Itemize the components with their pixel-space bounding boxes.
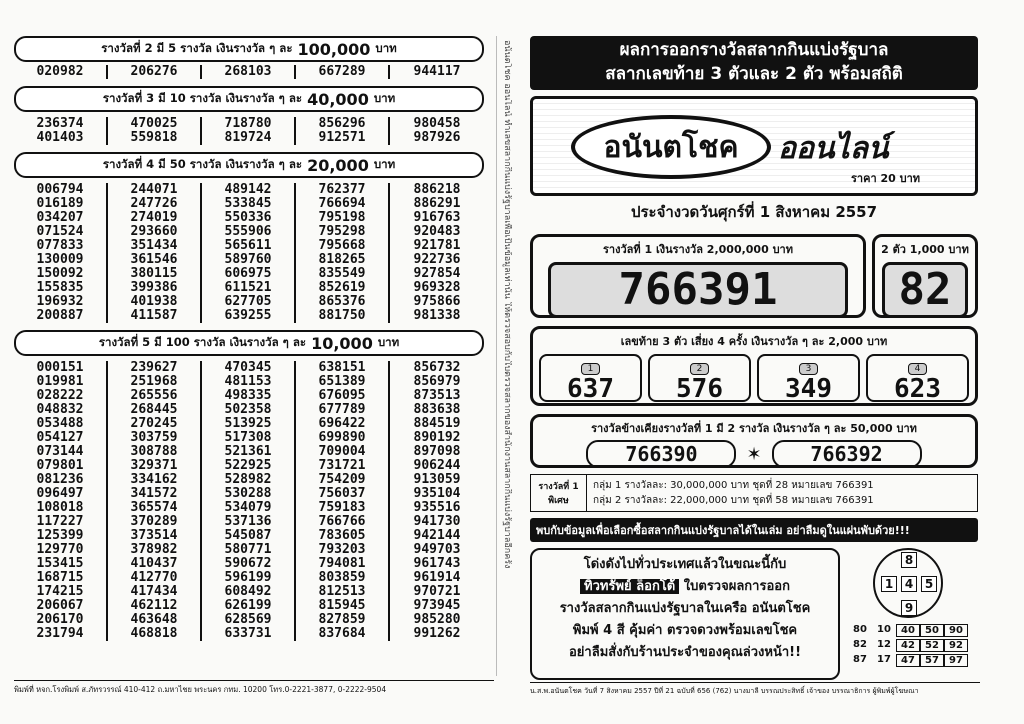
prize-number: 961914 bbox=[413, 570, 461, 585]
prize-number: 380115 bbox=[130, 266, 178, 281]
wheel-grid-number: 12 bbox=[877, 639, 891, 650]
wheel-digit: 1 bbox=[881, 576, 897, 592]
number-column bbox=[202, 117, 296, 145]
ad-brand: ทิวทรัพย์ ล็อกโต้ bbox=[580, 579, 679, 594]
prize-number: 468818 bbox=[130, 626, 178, 641]
prize-number: 667289 bbox=[318, 64, 366, 79]
prize-number: 463648 bbox=[130, 612, 178, 627]
footer-publisher: น.ส.พ.อนันตโชค วันที่ 7 สิงหาคม 2557 ปีที่ 21 ฉบับที่ 656 (762) นางมาลี บรรณประสิทธิ์ เจ้าของ บรรณาธิการ ผู้พิมพ์ผู้โฆษณา bbox=[530, 682, 980, 697]
prize3-label: รางวัลที่ 3 มี 10 รางวัล เงินรางวัล ๆ ละ bbox=[102, 91, 303, 105]
prize-number: 818265 bbox=[318, 252, 366, 267]
prize-number: 912571 bbox=[318, 130, 366, 145]
prize4-header bbox=[14, 152, 484, 178]
prize-number: 073144 bbox=[36, 444, 84, 459]
prize-number: 961743 bbox=[413, 556, 461, 571]
special-prize-label: รางวัลที่ 1 พิเศษ bbox=[531, 475, 587, 511]
logo-online: ออนไลน์ bbox=[778, 131, 889, 166]
prize-number: 884519 bbox=[413, 416, 461, 431]
wheel-grid-number: 97 bbox=[944, 654, 968, 667]
three-digit-tag: 4 bbox=[908, 363, 928, 375]
prize-number: 596199 bbox=[224, 570, 272, 585]
prize-number: 155835 bbox=[36, 280, 84, 295]
prize-number: 308788 bbox=[130, 444, 178, 459]
prize-number: 699890 bbox=[318, 430, 366, 445]
header-subtitle: สลากเลขท้าย 3 ตัวและ 2 ตัว พร้อมสถิติ bbox=[605, 64, 903, 84]
prize-number: 028222 bbox=[36, 388, 84, 403]
prize-number: 130009 bbox=[36, 252, 84, 267]
prize-number: 401403 bbox=[36, 130, 84, 145]
prize-number: 000151 bbox=[36, 360, 84, 375]
prize-number: 795198 bbox=[318, 210, 366, 225]
number-column bbox=[390, 65, 484, 79]
adjacent-number-a: 766390 bbox=[586, 440, 736, 468]
prize-number: 522925 bbox=[224, 458, 272, 473]
number-column bbox=[202, 65, 296, 79]
prize-number: 329371 bbox=[130, 458, 178, 473]
prize-number: 975866 bbox=[413, 294, 461, 309]
three-digit-number: 623 bbox=[894, 374, 941, 404]
prize-number: 944117 bbox=[413, 64, 461, 79]
prize-number: 081236 bbox=[36, 472, 84, 487]
number-column bbox=[390, 361, 484, 641]
prize-number: 766766 bbox=[318, 514, 366, 529]
first-prize-number: 766391 bbox=[548, 262, 848, 318]
prize-number: 361546 bbox=[130, 252, 178, 267]
prize-number: 108018 bbox=[36, 500, 84, 515]
prize-number: 016189 bbox=[36, 196, 84, 211]
ad-area bbox=[530, 548, 978, 680]
prize-number: 628569 bbox=[224, 612, 272, 627]
three-digit-number: 349 bbox=[785, 374, 832, 404]
prize-number: 886291 bbox=[413, 196, 461, 211]
prize-number: 873513 bbox=[413, 388, 461, 403]
prize-number: 815945 bbox=[318, 598, 366, 613]
prize-number: 985280 bbox=[413, 612, 461, 627]
wheel-grid bbox=[848, 624, 968, 667]
prize-number: 274019 bbox=[130, 210, 178, 225]
prize-number: 365574 bbox=[130, 500, 178, 515]
number-column bbox=[108, 117, 202, 145]
adjacent-number-b: 766392 bbox=[772, 440, 922, 468]
star-icon: ✶ bbox=[746, 443, 762, 465]
prize-number: 370289 bbox=[130, 514, 178, 529]
prize-number: 906244 bbox=[413, 458, 461, 473]
prize-number: 731721 bbox=[318, 458, 366, 473]
logo-price: ราคา 20 บาท bbox=[851, 172, 920, 185]
prize2-header bbox=[14, 36, 484, 62]
prize-number: 239627 bbox=[130, 360, 178, 375]
prize-number: 251968 bbox=[130, 374, 178, 389]
prize-number: 498335 bbox=[224, 388, 272, 403]
prize-number: 530288 bbox=[224, 486, 272, 501]
prize-number: 922736 bbox=[413, 252, 461, 267]
ad-line2: รางวัลสลากกินแบ่งรัฐบาลในเครือ อนันตโชค bbox=[559, 601, 811, 616]
prize-number: 129770 bbox=[36, 542, 84, 557]
prize-number: 795668 bbox=[318, 238, 366, 253]
adjacent-prize-box bbox=[530, 414, 978, 468]
prize-number: 812513 bbox=[318, 584, 366, 599]
prize-number: 231794 bbox=[36, 626, 84, 641]
prize-number: 754209 bbox=[318, 472, 366, 487]
number-column bbox=[390, 117, 484, 145]
prize2-unit: บาท bbox=[375, 41, 397, 55]
vertical-note bbox=[496, 36, 522, 676]
footer-printer: พิมพ์ที่ หจก.โรงพิมพ์ ส.ภัทรวรรณ์ 410-412 ถ.มหาไชย พระนคร กทม. 10200 โทร.0-2221-3877, 0-2222-9504 bbox=[14, 680, 494, 696]
prize-number: 200887 bbox=[36, 308, 84, 323]
prize-number: 970721 bbox=[413, 584, 461, 599]
prize-number: 927854 bbox=[413, 266, 461, 281]
three-digit-label: เลขท้าย 3 ตัว เสี่ยง 4 ครั้ง เงินรางวัล ๆ ละ 2,000 บาท bbox=[620, 335, 888, 348]
prize-number: 856732 bbox=[413, 360, 461, 375]
number-column bbox=[296, 361, 390, 641]
prize-number: 206276 bbox=[130, 64, 178, 79]
adjacent-prize-label: รางวัลข้างเคียงรางวัลที่ 1 มี 2 รางวัล เงินรางวัล ๆ ละ 50,000 บาท bbox=[591, 422, 917, 435]
prize-number: 489142 bbox=[224, 182, 272, 197]
number-column bbox=[108, 183, 202, 323]
prize-number: 378982 bbox=[130, 542, 178, 557]
prize-number: 417434 bbox=[130, 584, 178, 599]
wheel-grid-number: 57 bbox=[920, 654, 944, 667]
lower-prizes-panel bbox=[14, 36, 484, 666]
main-results-panel bbox=[530, 36, 978, 676]
prize-number: 079801 bbox=[36, 458, 84, 473]
number-column bbox=[202, 183, 296, 323]
prize-number: 206067 bbox=[36, 598, 84, 613]
prize-number: 470345 bbox=[224, 360, 272, 375]
prize-number: 589760 bbox=[224, 252, 272, 267]
prize-number: 627705 bbox=[224, 294, 272, 309]
prize-number: 410437 bbox=[130, 556, 178, 571]
prize5-label: รางวัลที่ 5 มี 100 รางวัล เงินรางวัล ๆ ละ bbox=[98, 335, 307, 349]
wheel-grid-number: 42 bbox=[896, 639, 920, 652]
prize-number: 969328 bbox=[413, 280, 461, 295]
prize-number: 533845 bbox=[224, 196, 272, 211]
prize2-amount: 100,000 bbox=[297, 39, 371, 59]
three-digit-number: 576 bbox=[676, 374, 723, 404]
prize5-amount: 10,000 bbox=[311, 333, 373, 353]
prize-number: 606975 bbox=[224, 266, 272, 281]
prize-number: 783605 bbox=[318, 528, 366, 543]
prize-number: 534079 bbox=[224, 500, 272, 515]
prize-number: 981338 bbox=[413, 308, 461, 323]
lucky-wheel-circle bbox=[873, 548, 943, 618]
prize-number: 580771 bbox=[224, 542, 272, 557]
prize-number: 150092 bbox=[36, 266, 84, 281]
special-prize-box bbox=[530, 474, 978, 512]
prize-number: 270245 bbox=[130, 416, 178, 431]
prize-number: 762377 bbox=[318, 182, 366, 197]
prize-number: 766694 bbox=[318, 196, 366, 211]
lucky-wheel bbox=[848, 548, 968, 680]
prize-number: 651389 bbox=[318, 374, 366, 389]
number-column bbox=[14, 65, 108, 79]
wheel-grid-number: 87 bbox=[853, 654, 867, 665]
prize-number: 865376 bbox=[318, 294, 366, 309]
prize5-unit: บาท bbox=[377, 335, 400, 349]
prize-number: 555906 bbox=[224, 224, 272, 239]
prize-number: 949703 bbox=[413, 542, 461, 557]
prize-number: 125399 bbox=[36, 528, 84, 543]
number-column bbox=[296, 183, 390, 323]
prize-number: 756037 bbox=[318, 486, 366, 501]
prize-number: 502358 bbox=[224, 402, 272, 417]
prize-number: 268103 bbox=[224, 64, 272, 79]
prize-number: 412770 bbox=[130, 570, 178, 585]
prize-number: 676095 bbox=[318, 388, 366, 403]
prize-number: 921781 bbox=[413, 238, 461, 253]
prize-number: 633731 bbox=[224, 626, 272, 641]
ad-box bbox=[530, 548, 840, 680]
prize-number: 528982 bbox=[224, 472, 272, 487]
wheel-grid-number: 92 bbox=[944, 639, 968, 652]
prize-number: 991262 bbox=[413, 626, 461, 641]
prize-number: 935104 bbox=[413, 486, 461, 501]
ad-line1: โด่งดังไปทั่วประเทศแล้วในขณะนี้กับ bbox=[583, 557, 787, 572]
prize-number: 827859 bbox=[318, 612, 366, 627]
prize3-amount: 40,000 bbox=[307, 89, 369, 109]
prize-number: 881750 bbox=[318, 308, 366, 323]
draw-date: ประจำงวดวันศุกร์ที่ 1 สิงหาคม 2557 bbox=[630, 203, 878, 221]
prize-number: 793203 bbox=[318, 542, 366, 557]
prize-number: 608492 bbox=[224, 584, 272, 599]
prize4-label: รางวัลที่ 4 มี 50 รางวัล เงินรางวัล ๆ ละ bbox=[102, 157, 303, 171]
prize-number: 481153 bbox=[224, 374, 272, 389]
prize-number: 236374 bbox=[36, 116, 84, 131]
wheel-grid-number: 50 bbox=[920, 624, 944, 637]
number-column bbox=[108, 65, 202, 79]
prize-number: 837684 bbox=[318, 626, 366, 641]
first-prize-row bbox=[530, 234, 978, 318]
prize-number: 611521 bbox=[224, 280, 272, 295]
three-digit-number: 637 bbox=[567, 374, 614, 404]
three-digit-tag: 2 bbox=[690, 363, 710, 375]
prize-number: 550336 bbox=[224, 210, 272, 225]
wheel-digit: 5 bbox=[921, 576, 937, 592]
prize5-numbers bbox=[14, 361, 484, 641]
prize-number: 117227 bbox=[36, 514, 84, 529]
three-digit-tag: 1 bbox=[581, 363, 601, 375]
prize-number: 071524 bbox=[36, 224, 84, 239]
prize-number: 206170 bbox=[36, 612, 84, 627]
prize-number: 006794 bbox=[36, 182, 84, 197]
prize-number: 973945 bbox=[413, 598, 461, 613]
prize-number: 856979 bbox=[413, 374, 461, 389]
wheel-digit: 4 bbox=[901, 576, 917, 592]
prize-number: 168715 bbox=[36, 570, 84, 585]
prize-number: 265556 bbox=[130, 388, 178, 403]
prize4-unit: บาท bbox=[373, 157, 396, 171]
prize-number: 835549 bbox=[318, 266, 366, 281]
number-column bbox=[390, 183, 484, 323]
wheel-grid-number: 90 bbox=[944, 624, 968, 637]
prize-number: 795298 bbox=[318, 224, 366, 239]
prize-number: 020982 bbox=[36, 64, 84, 79]
number-column bbox=[108, 361, 202, 641]
three-digit-item bbox=[866, 354, 969, 402]
prize5-header bbox=[14, 330, 484, 356]
two-digit-box bbox=[872, 234, 978, 318]
three-digit-item bbox=[648, 354, 751, 402]
prize-number: 639255 bbox=[224, 308, 272, 323]
prize-number: 401938 bbox=[130, 294, 178, 309]
prize-number: 373514 bbox=[130, 528, 178, 543]
info-strip: พบกับข้อมูลเพื่อเลือกซื้อสลากกินแบ่งรัฐบาลได้ในเล่ม อย่าลืมดูในแผ่นพับด้วย!!! bbox=[530, 518, 978, 542]
prize-number: 759183 bbox=[318, 500, 366, 515]
prize-number: 034207 bbox=[36, 210, 84, 225]
wheel-digit: 8 bbox=[901, 552, 917, 568]
prize-number: 153415 bbox=[36, 556, 84, 571]
logo-box bbox=[530, 96, 978, 196]
prize3-header bbox=[14, 86, 484, 112]
prize-number: 819724 bbox=[224, 130, 272, 145]
prize-number: 334162 bbox=[130, 472, 178, 487]
prize-number: 590672 bbox=[224, 556, 272, 571]
prize-number: 916763 bbox=[413, 210, 461, 225]
special-prize-row1: กลุ่ม 1 รางวัลละ: 30,000,000 บาท ชุดที่ 28 หมายเลข 766391 bbox=[593, 480, 874, 491]
prize-number: 883638 bbox=[413, 402, 461, 417]
two-digit-number: 82 bbox=[882, 262, 968, 318]
prize-number: 565611 bbox=[224, 238, 272, 253]
prize-number: 470025 bbox=[130, 116, 178, 131]
number-column bbox=[14, 183, 108, 323]
prize-number: 718780 bbox=[224, 116, 272, 131]
prize-number: 096497 bbox=[36, 486, 84, 501]
number-column bbox=[202, 361, 296, 641]
prize3-numbers bbox=[14, 117, 484, 145]
header-banner bbox=[530, 36, 978, 90]
prize-number: 399386 bbox=[130, 280, 178, 295]
prize-number: 053488 bbox=[36, 416, 84, 431]
prize-number: 244071 bbox=[130, 182, 178, 197]
three-digit-item bbox=[539, 354, 642, 402]
prize-number: 559818 bbox=[130, 130, 178, 145]
three-digit-tag: 3 bbox=[799, 363, 819, 375]
prize4-numbers bbox=[14, 183, 484, 323]
prize-number: 517308 bbox=[224, 430, 272, 445]
prize-number: 521361 bbox=[224, 444, 272, 459]
prize-number: 942144 bbox=[413, 528, 461, 543]
wheel-grid-number: 40 bbox=[896, 624, 920, 637]
prize-number: 913059 bbox=[413, 472, 461, 487]
number-column bbox=[296, 65, 390, 79]
prize-number: 941730 bbox=[413, 514, 461, 529]
wheel-grid-number: 80 bbox=[853, 624, 867, 635]
prize-number: 638151 bbox=[318, 360, 366, 375]
logo-name: อนันตโชค bbox=[571, 115, 771, 179]
prize-number: 920483 bbox=[413, 224, 461, 239]
vertical-note-text: อนันตโชค ออนไลน์ ทำเลขสลากกินแบ่งรัฐบาลเพื่อเป็นข้อมูลเท่านั้น ให้ตรวจสอบกับใบตรวจสลากของสำนักงานสลากกินแบ่งรัฐบาลอีกครั้ง bbox=[502, 40, 512, 569]
prize-number: 987926 bbox=[413, 130, 461, 145]
prize-number: 196932 bbox=[36, 294, 84, 309]
prize-number: 303759 bbox=[130, 430, 178, 445]
prize-number: 054127 bbox=[36, 430, 84, 445]
prize2-label: รางวัลที่ 2 มี 5 รางวัล เงินรางวัล ๆ ละ bbox=[101, 41, 293, 55]
prize-number: 626199 bbox=[224, 598, 272, 613]
prize-number: 696422 bbox=[318, 416, 366, 431]
three-digit-box bbox=[530, 326, 978, 406]
prize-number: 247726 bbox=[130, 196, 178, 211]
prize-number: 886218 bbox=[413, 182, 461, 197]
prize-number: 852619 bbox=[318, 280, 366, 295]
prize-number: 709004 bbox=[318, 444, 366, 459]
prize-number: 462112 bbox=[130, 598, 178, 613]
prize2-numbers bbox=[14, 65, 484, 79]
prize-number: 411587 bbox=[130, 308, 178, 323]
prize-number: 174215 bbox=[36, 584, 84, 599]
wheel-grid-number: 82 bbox=[853, 639, 867, 650]
special-prize-row2: กลุ่ม 2 รางวัลละ: 22,000,000 บาท ชุดที่ 58 หมายเลข 766391 bbox=[593, 495, 874, 506]
wheel-grid-number: 47 bbox=[896, 654, 920, 667]
prize-number: 935516 bbox=[413, 500, 461, 515]
number-column bbox=[14, 117, 108, 145]
prize-number: 890192 bbox=[413, 430, 461, 445]
prize-number: 268445 bbox=[130, 402, 178, 417]
prize-number: 537136 bbox=[224, 514, 272, 529]
prize-number: 794081 bbox=[318, 556, 366, 571]
wheel-grid-number: 17 bbox=[877, 654, 891, 665]
ad-line3: พิมพ์ 4 สี คุ้มค่า ตรวจดวงพร้อมเลขโชค bbox=[572, 623, 798, 638]
three-digit-item bbox=[757, 354, 860, 402]
number-column bbox=[14, 361, 108, 641]
prize4-amount: 20,000 bbox=[307, 155, 369, 175]
prize-number: 341572 bbox=[130, 486, 178, 501]
header-title: ผลการออกรางวัลสลากกินแบ่งรัฐบาล bbox=[619, 40, 889, 60]
wheel-grid-number: 52 bbox=[920, 639, 944, 652]
prize-number: 545087 bbox=[224, 528, 272, 543]
ad-line1b: ใบตรวจผลการออก bbox=[683, 579, 790, 594]
two-digit-label: 2 ตัว 1,000 บาท bbox=[881, 243, 969, 256]
first-prize-box bbox=[530, 234, 866, 318]
prize-number: 019981 bbox=[36, 374, 84, 389]
prize-number: 677789 bbox=[318, 402, 366, 417]
prize-number: 048832 bbox=[36, 402, 84, 417]
prize-number: 351434 bbox=[130, 238, 178, 253]
prize-number: 077833 bbox=[36, 238, 84, 253]
first-prize-label: รางวัลที่ 1 เงินรางวัล 2,000,000 บาท bbox=[603, 243, 793, 256]
prize3-unit: บาท bbox=[373, 91, 396, 105]
prize-number: 803859 bbox=[318, 570, 366, 585]
prize-number: 980458 bbox=[413, 116, 461, 131]
number-column bbox=[296, 117, 390, 145]
prize-number: 293660 bbox=[130, 224, 178, 239]
wheel-digit: 9 bbox=[901, 600, 917, 616]
ad-line4: อย่าลืมสั่งกับร้านประจำของคุณล่วงหน้า!! bbox=[569, 645, 801, 660]
prize-number: 513925 bbox=[224, 416, 272, 431]
prize-number: 897098 bbox=[413, 444, 461, 459]
wheel-grid-number: 10 bbox=[877, 624, 891, 635]
prize-number: 856296 bbox=[318, 116, 366, 131]
